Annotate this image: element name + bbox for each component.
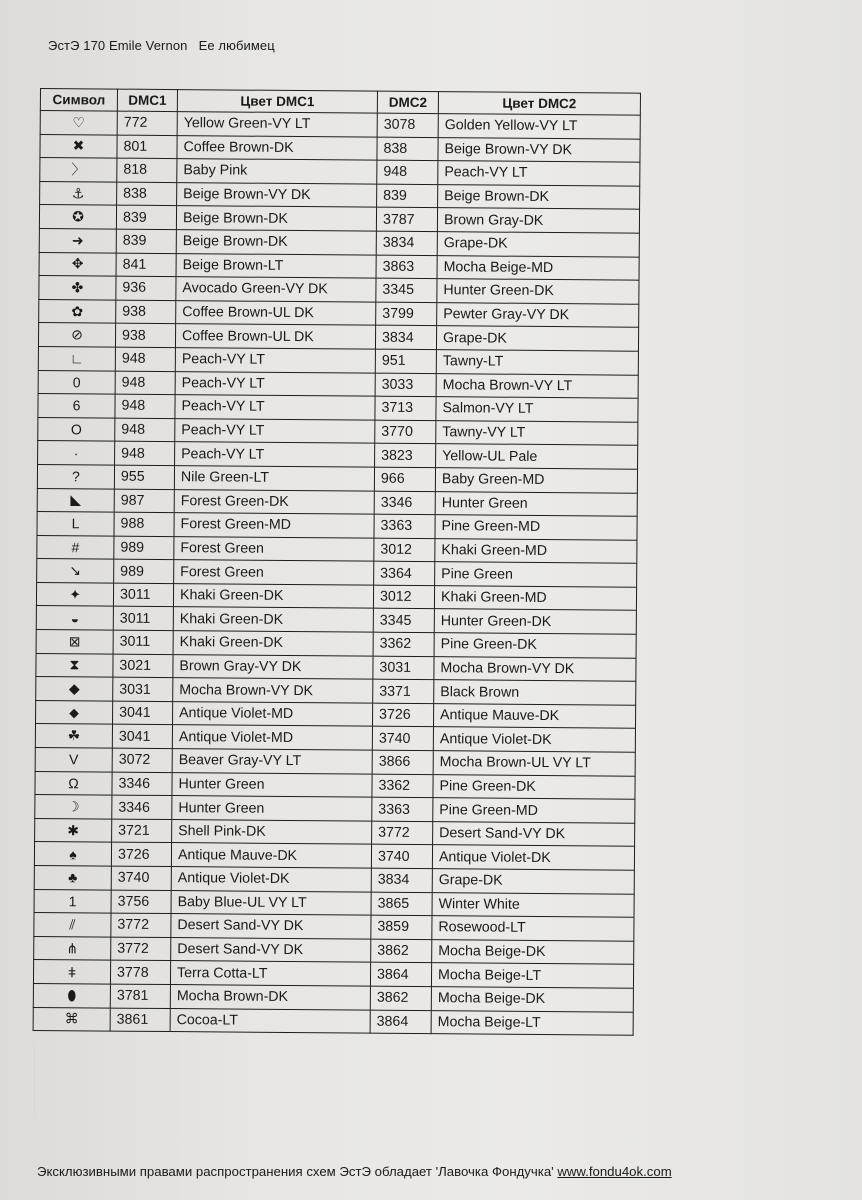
color-dmc1-cell: Forest Green xyxy=(174,560,374,585)
color-dmc2-cell: Mocha Beige-LT xyxy=(431,963,633,988)
color-dmc1-cell: Peach-VY LT xyxy=(175,442,375,467)
dmc2-cell: 3012 xyxy=(373,585,434,609)
symbol-cell: ☘ xyxy=(35,724,112,748)
dmc2-cell: 3078 xyxy=(377,113,438,137)
symbol-cell: 0 xyxy=(38,370,115,394)
dmc2-cell: 3362 xyxy=(373,632,434,656)
symbol-cell: · xyxy=(38,441,115,465)
color-dmc2-cell: Winter White xyxy=(432,892,634,917)
color-dmc2-cell: Pine Green-MD xyxy=(433,798,635,823)
color-dmc1-cell: Peach-VY LT xyxy=(175,348,375,373)
dmc1-cell: 936 xyxy=(116,276,176,300)
color-dmc1-cell: Brown Gray-VY DK xyxy=(173,654,373,679)
color-dmc1-cell: Forest Green-MD xyxy=(174,513,374,538)
legend-table-container xyxy=(33,88,640,1036)
dmc1-cell: 948 xyxy=(115,371,175,395)
dmc2-cell: 948 xyxy=(377,160,438,184)
color-dmc1-cell: Peach-VY LT xyxy=(175,395,375,420)
dmc2-cell: 3834 xyxy=(376,231,437,255)
color-dmc1-cell: Beige Brown-DK xyxy=(176,230,376,255)
color-dmc2-cell: Tawny-LT xyxy=(436,350,638,375)
dmc2-cell: 3362 xyxy=(372,774,433,798)
dmc1-cell: 3778 xyxy=(110,960,170,984)
dmc1-cell: 938 xyxy=(115,323,175,347)
color-dmc2-cell: Pewter Gray-VY DK xyxy=(437,302,639,327)
color-dmc2-cell: Mocha Brown-UL VY LT xyxy=(433,751,635,776)
column-header-symbol: Символ xyxy=(40,89,117,112)
color-dmc2-cell: Khaki Green-MD xyxy=(435,538,637,563)
color-legend-table xyxy=(33,88,641,1036)
dmc2-cell: 3726 xyxy=(372,703,433,727)
dmc1-cell: 987 xyxy=(114,489,174,513)
symbol-cell: ✱ xyxy=(35,818,112,842)
dmc1-cell: 3041 xyxy=(112,725,172,749)
color-dmc2-cell: Antique Violet-DK xyxy=(433,727,635,752)
color-dmc1-cell: Baby Pink xyxy=(177,159,377,184)
dmc1-cell: 948 xyxy=(115,441,175,465)
dmc2-cell: 3834 xyxy=(371,868,432,892)
dmc1-cell: 3021 xyxy=(113,654,173,678)
symbol-cell: ◆ xyxy=(36,677,113,701)
color-dmc2-cell: Desert Sand-VY DK xyxy=(433,821,635,846)
dmc2-cell: 3371 xyxy=(373,679,434,703)
dmc2-cell: 3363 xyxy=(374,514,435,538)
dmc2-cell: 3834 xyxy=(375,325,436,349)
color-dmc2-cell: Mocha Beige-MD xyxy=(437,255,639,280)
dmc2-cell: 3799 xyxy=(376,302,437,326)
color-dmc2-cell: Grape-DK xyxy=(432,869,634,894)
column-header-color-dmc1: Цвет DMC1 xyxy=(177,90,377,114)
color-dmc2-cell: Antique Mauve-DK xyxy=(433,703,635,728)
dmc1-cell: 948 xyxy=(115,394,175,418)
dmc2-cell: 3345 xyxy=(373,609,434,633)
dmc2-cell: 838 xyxy=(377,137,438,161)
color-dmc1-cell: Beige Brown-DK xyxy=(176,206,376,231)
color-dmc1-cell: Avocado Green-VY DK xyxy=(176,277,376,302)
color-dmc2-cell: Yellow-UL Pale xyxy=(436,444,638,469)
color-dmc2-cell: Antique Violet-DK xyxy=(432,845,634,870)
symbol-cell: ∟ xyxy=(38,346,115,370)
symbol-cell: ♡ xyxy=(40,111,117,135)
symbol-cell: ✪ xyxy=(39,205,116,229)
color-dmc1-cell: Coffee Brown-DK xyxy=(177,135,377,160)
column-header-dmc1: DMC1 xyxy=(117,89,177,111)
color-dmc1-cell: Coffee Brown-UL DK xyxy=(175,324,375,349)
dmc2-cell: 3345 xyxy=(376,278,437,302)
color-dmc2-cell: Salmon-VY LT xyxy=(436,397,638,422)
symbol-cell: ✦ xyxy=(36,582,113,606)
color-dmc1-cell: Mocha Brown-VY DK xyxy=(173,678,373,703)
dmc1-cell: 3740 xyxy=(111,866,171,890)
symbol-cell: ↘ xyxy=(37,559,114,583)
symbol-cell: Ω xyxy=(35,771,112,795)
symbol-cell: ⋔ xyxy=(34,936,111,960)
color-dmc1-cell: Mocha Brown-DK xyxy=(170,985,370,1010)
symbol-cell: ◣ xyxy=(37,488,114,512)
symbol-cell: O xyxy=(38,417,115,441)
symbol-cell: ⊠ xyxy=(36,630,113,654)
symbol-cell: ⊘ xyxy=(38,323,115,347)
dmc2-cell: 3012 xyxy=(374,538,435,562)
symbol-cell: ♠ xyxy=(34,842,111,866)
dmc1-cell: 818 xyxy=(117,158,177,182)
dmc1-cell: 3011 xyxy=(113,630,173,654)
dmc1-cell: 3772 xyxy=(111,913,171,937)
color-dmc1-cell: Khaki Green-DK xyxy=(173,607,373,632)
color-dmc1-cell: Antique Violet-MD xyxy=(173,701,373,726)
footer-link[interactable]: www.fondu4ok.com xyxy=(557,1164,672,1179)
symbol-cell: L xyxy=(37,512,114,536)
dmc1-cell: 3726 xyxy=(111,842,171,866)
symbol-cell: ⫽ xyxy=(34,913,111,937)
color-dmc1-cell: Nile Green-LT xyxy=(174,465,374,490)
color-dmc1-cell: Cocoa-LT xyxy=(170,1008,370,1033)
column-header-color-dmc2: Цвет DMC2 xyxy=(438,92,640,116)
symbol-cell: ✥ xyxy=(39,252,116,276)
color-dmc1-cell: Hunter Green xyxy=(172,796,372,821)
table-body xyxy=(33,111,640,1036)
color-dmc2-cell: Pine Green-DK xyxy=(433,774,635,799)
color-dmc2-cell: Mocha Beige-LT xyxy=(431,1010,633,1035)
color-dmc1-cell: Beige Brown-LT xyxy=(176,253,376,278)
footer-text: Эксклюзивными правами распространения схем ЭстЭ обладает 'Лавочка Фондучка' xyxy=(37,1164,558,1179)
document-title: ЭстЭ 170 Emile Vernon Ее любимец xyxy=(48,38,275,53)
dmc1-cell: 989 xyxy=(114,559,174,583)
color-dmc2-cell: Black Brown xyxy=(434,680,636,705)
color-dmc1-cell: Forest Green-DK xyxy=(174,489,374,514)
color-dmc1-cell: Peach-VY LT xyxy=(175,418,375,443)
dmc1-cell: 3011 xyxy=(113,607,173,631)
color-dmc2-cell: Pine Green-DK xyxy=(434,633,636,658)
color-dmc2-cell: Mocha Beige-DK xyxy=(432,939,634,964)
dmc1-cell: 955 xyxy=(114,465,174,489)
symbol-cell: ♣ xyxy=(34,865,111,889)
dmc2-cell: 3713 xyxy=(375,396,436,420)
dmc2-cell: 3865 xyxy=(371,892,432,916)
dmc1-cell: 938 xyxy=(116,300,176,324)
color-dmc2-cell: Brown Gray-DK xyxy=(437,208,639,233)
color-dmc2-cell: Khaki Green-MD xyxy=(434,585,636,610)
dmc2-cell: 3859 xyxy=(371,915,432,939)
symbol-cell: ☽ xyxy=(35,795,112,819)
symbol-cell: ⚓ xyxy=(40,181,117,205)
dmc1-cell: 3756 xyxy=(111,890,171,914)
dmc2-cell: 3772 xyxy=(372,821,433,845)
dmc1-cell: 3861 xyxy=(110,1008,170,1032)
symbol-cell: ⧗ xyxy=(36,653,113,677)
dmc1-cell: 989 xyxy=(114,536,174,560)
dmc1-cell: 3041 xyxy=(113,701,173,725)
symbol-cell: ➜ xyxy=(39,228,116,252)
dmc1-cell: 988 xyxy=(114,512,174,536)
dmc2-cell: 3864 xyxy=(370,962,431,986)
dmc2-cell: 3346 xyxy=(374,491,435,515)
color-dmc2-cell: Hunter Green-DK xyxy=(437,279,639,304)
dmc1-cell: 839 xyxy=(116,205,176,229)
symbol-cell: 6 xyxy=(38,394,115,418)
symbol-cell: ⬮ xyxy=(33,983,110,1007)
color-dmc2-cell: Grape-DK xyxy=(436,326,638,351)
color-dmc1-cell: Beaver Gray-VY LT xyxy=(172,749,372,774)
dmc2-cell: 3363 xyxy=(372,797,433,821)
dmc2-cell: 3770 xyxy=(375,420,436,444)
dmc1-cell: 838 xyxy=(117,182,177,206)
faint-bleed-through-grid xyxy=(34,1046,295,1116)
color-dmc1-cell: Hunter Green xyxy=(172,772,372,797)
dmc1-cell: 3772 xyxy=(111,937,171,961)
dmc2-cell: 3364 xyxy=(374,561,435,585)
dmc1-cell: 3781 xyxy=(110,984,170,1008)
color-dmc2-cell: Mocha Beige-DK xyxy=(431,987,633,1012)
dmc2-cell: 3787 xyxy=(376,208,437,232)
dmc2-cell: 3740 xyxy=(372,727,433,751)
table-row xyxy=(33,1007,633,1035)
dmc1-cell: 3031 xyxy=(113,677,173,701)
color-dmc2-cell: Peach-VY LT xyxy=(438,161,640,186)
color-dmc1-cell: Khaki Green-DK xyxy=(173,631,373,656)
color-dmc1-cell: Antique Mauve-DK xyxy=(171,843,371,868)
symbol-cell: ✤ xyxy=(39,276,116,300)
color-dmc1-cell: Desert Sand-VY DK xyxy=(171,914,371,939)
color-dmc2-cell: Mocha Brown-VY DK xyxy=(434,656,636,681)
color-dmc1-cell: Antique Violet-DK xyxy=(171,867,371,892)
dmc1-cell: 801 xyxy=(117,135,177,159)
color-dmc2-cell: Baby Green-MD xyxy=(435,468,637,493)
dmc1-cell: 3072 xyxy=(112,748,172,772)
color-dmc1-cell: Antique Violet-MD xyxy=(172,725,372,750)
color-dmc2-cell: Beige Brown-DK xyxy=(438,184,640,209)
symbol-cell: ✿ xyxy=(39,299,116,323)
color-dmc2-cell: Pine Green xyxy=(435,562,637,587)
color-dmc1-cell: Beige Brown-VY DK xyxy=(177,182,377,207)
color-dmc1-cell: Forest Green xyxy=(174,536,374,561)
symbol-cell: V xyxy=(35,748,112,772)
color-dmc1-cell: Baby Blue-UL VY LT xyxy=(171,890,371,915)
color-dmc1-cell: Desert Sand-VY DK xyxy=(171,937,371,962)
dmc1-cell: 3346 xyxy=(112,772,172,796)
color-dmc1-cell: Yellow Green-VY LT xyxy=(177,112,377,137)
dmc2-cell: 3031 xyxy=(373,656,434,680)
dmc2-cell: 3823 xyxy=(375,443,436,467)
color-dmc2-cell: Hunter Green xyxy=(435,491,637,516)
dmc2-cell: 3862 xyxy=(371,939,432,963)
dmc1-cell: 839 xyxy=(116,229,176,253)
dmc2-cell: 3863 xyxy=(376,255,437,279)
symbol-cell: 〉 xyxy=(40,158,117,182)
color-dmc2-cell: Rosewood-LT xyxy=(432,916,634,941)
symbol-cell: ǂ xyxy=(33,960,110,984)
color-dmc2-cell: Hunter Green-DK xyxy=(434,609,636,634)
symbol-cell: ? xyxy=(37,464,114,488)
color-dmc1-cell: Coffee Brown-UL DK xyxy=(176,300,376,325)
symbol-cell: 1 xyxy=(34,889,111,913)
dmc1-cell: 3721 xyxy=(112,819,172,843)
color-dmc2-cell: Mocha Brown-VY LT xyxy=(436,373,638,398)
symbol-cell: # xyxy=(37,535,114,559)
color-dmc2-cell: Grape-DK xyxy=(437,232,639,257)
symbol-cell: ◒ xyxy=(36,606,113,630)
symbol-cell: ✖ xyxy=(40,134,117,158)
color-dmc1-cell: Terra Cotta-LT xyxy=(170,961,370,986)
dmc2-cell: 3866 xyxy=(372,750,433,774)
copyright-footer xyxy=(37,1164,672,1179)
symbol-cell: ⬥ xyxy=(36,700,113,724)
dmc2-cell: 3862 xyxy=(370,986,431,1010)
color-dmc1-cell: Khaki Green-DK xyxy=(173,583,373,608)
color-dmc2-cell: Golden Yellow-VY LT xyxy=(438,114,640,139)
dmc1-cell: 948 xyxy=(115,347,175,371)
dmc2-cell: 3740 xyxy=(371,845,432,869)
symbol-cell: ⌘ xyxy=(33,1007,110,1031)
color-dmc1-cell: Peach-VY LT xyxy=(175,371,375,396)
color-dmc2-cell: Tawny-VY LT xyxy=(436,420,638,445)
column-header-dmc2: DMC2 xyxy=(377,91,438,113)
color-dmc1-cell: Shell Pink-DK xyxy=(172,819,372,844)
dmc2-cell: 951 xyxy=(375,349,436,373)
dmc2-cell: 966 xyxy=(374,467,435,491)
dmc2-cell: 839 xyxy=(377,184,438,208)
dmc1-cell: 841 xyxy=(116,253,176,277)
dmc2-cell: 3864 xyxy=(370,1010,431,1034)
color-dmc2-cell: Pine Green-MD xyxy=(435,515,637,540)
dmc1-cell: 3011 xyxy=(113,583,173,607)
dmc1-cell: 772 xyxy=(117,111,177,135)
dmc2-cell: 3033 xyxy=(375,373,436,397)
dmc1-cell: 3346 xyxy=(112,795,172,819)
dmc1-cell: 948 xyxy=(115,418,175,442)
color-dmc2-cell: Beige Brown-VY DK xyxy=(438,137,640,162)
